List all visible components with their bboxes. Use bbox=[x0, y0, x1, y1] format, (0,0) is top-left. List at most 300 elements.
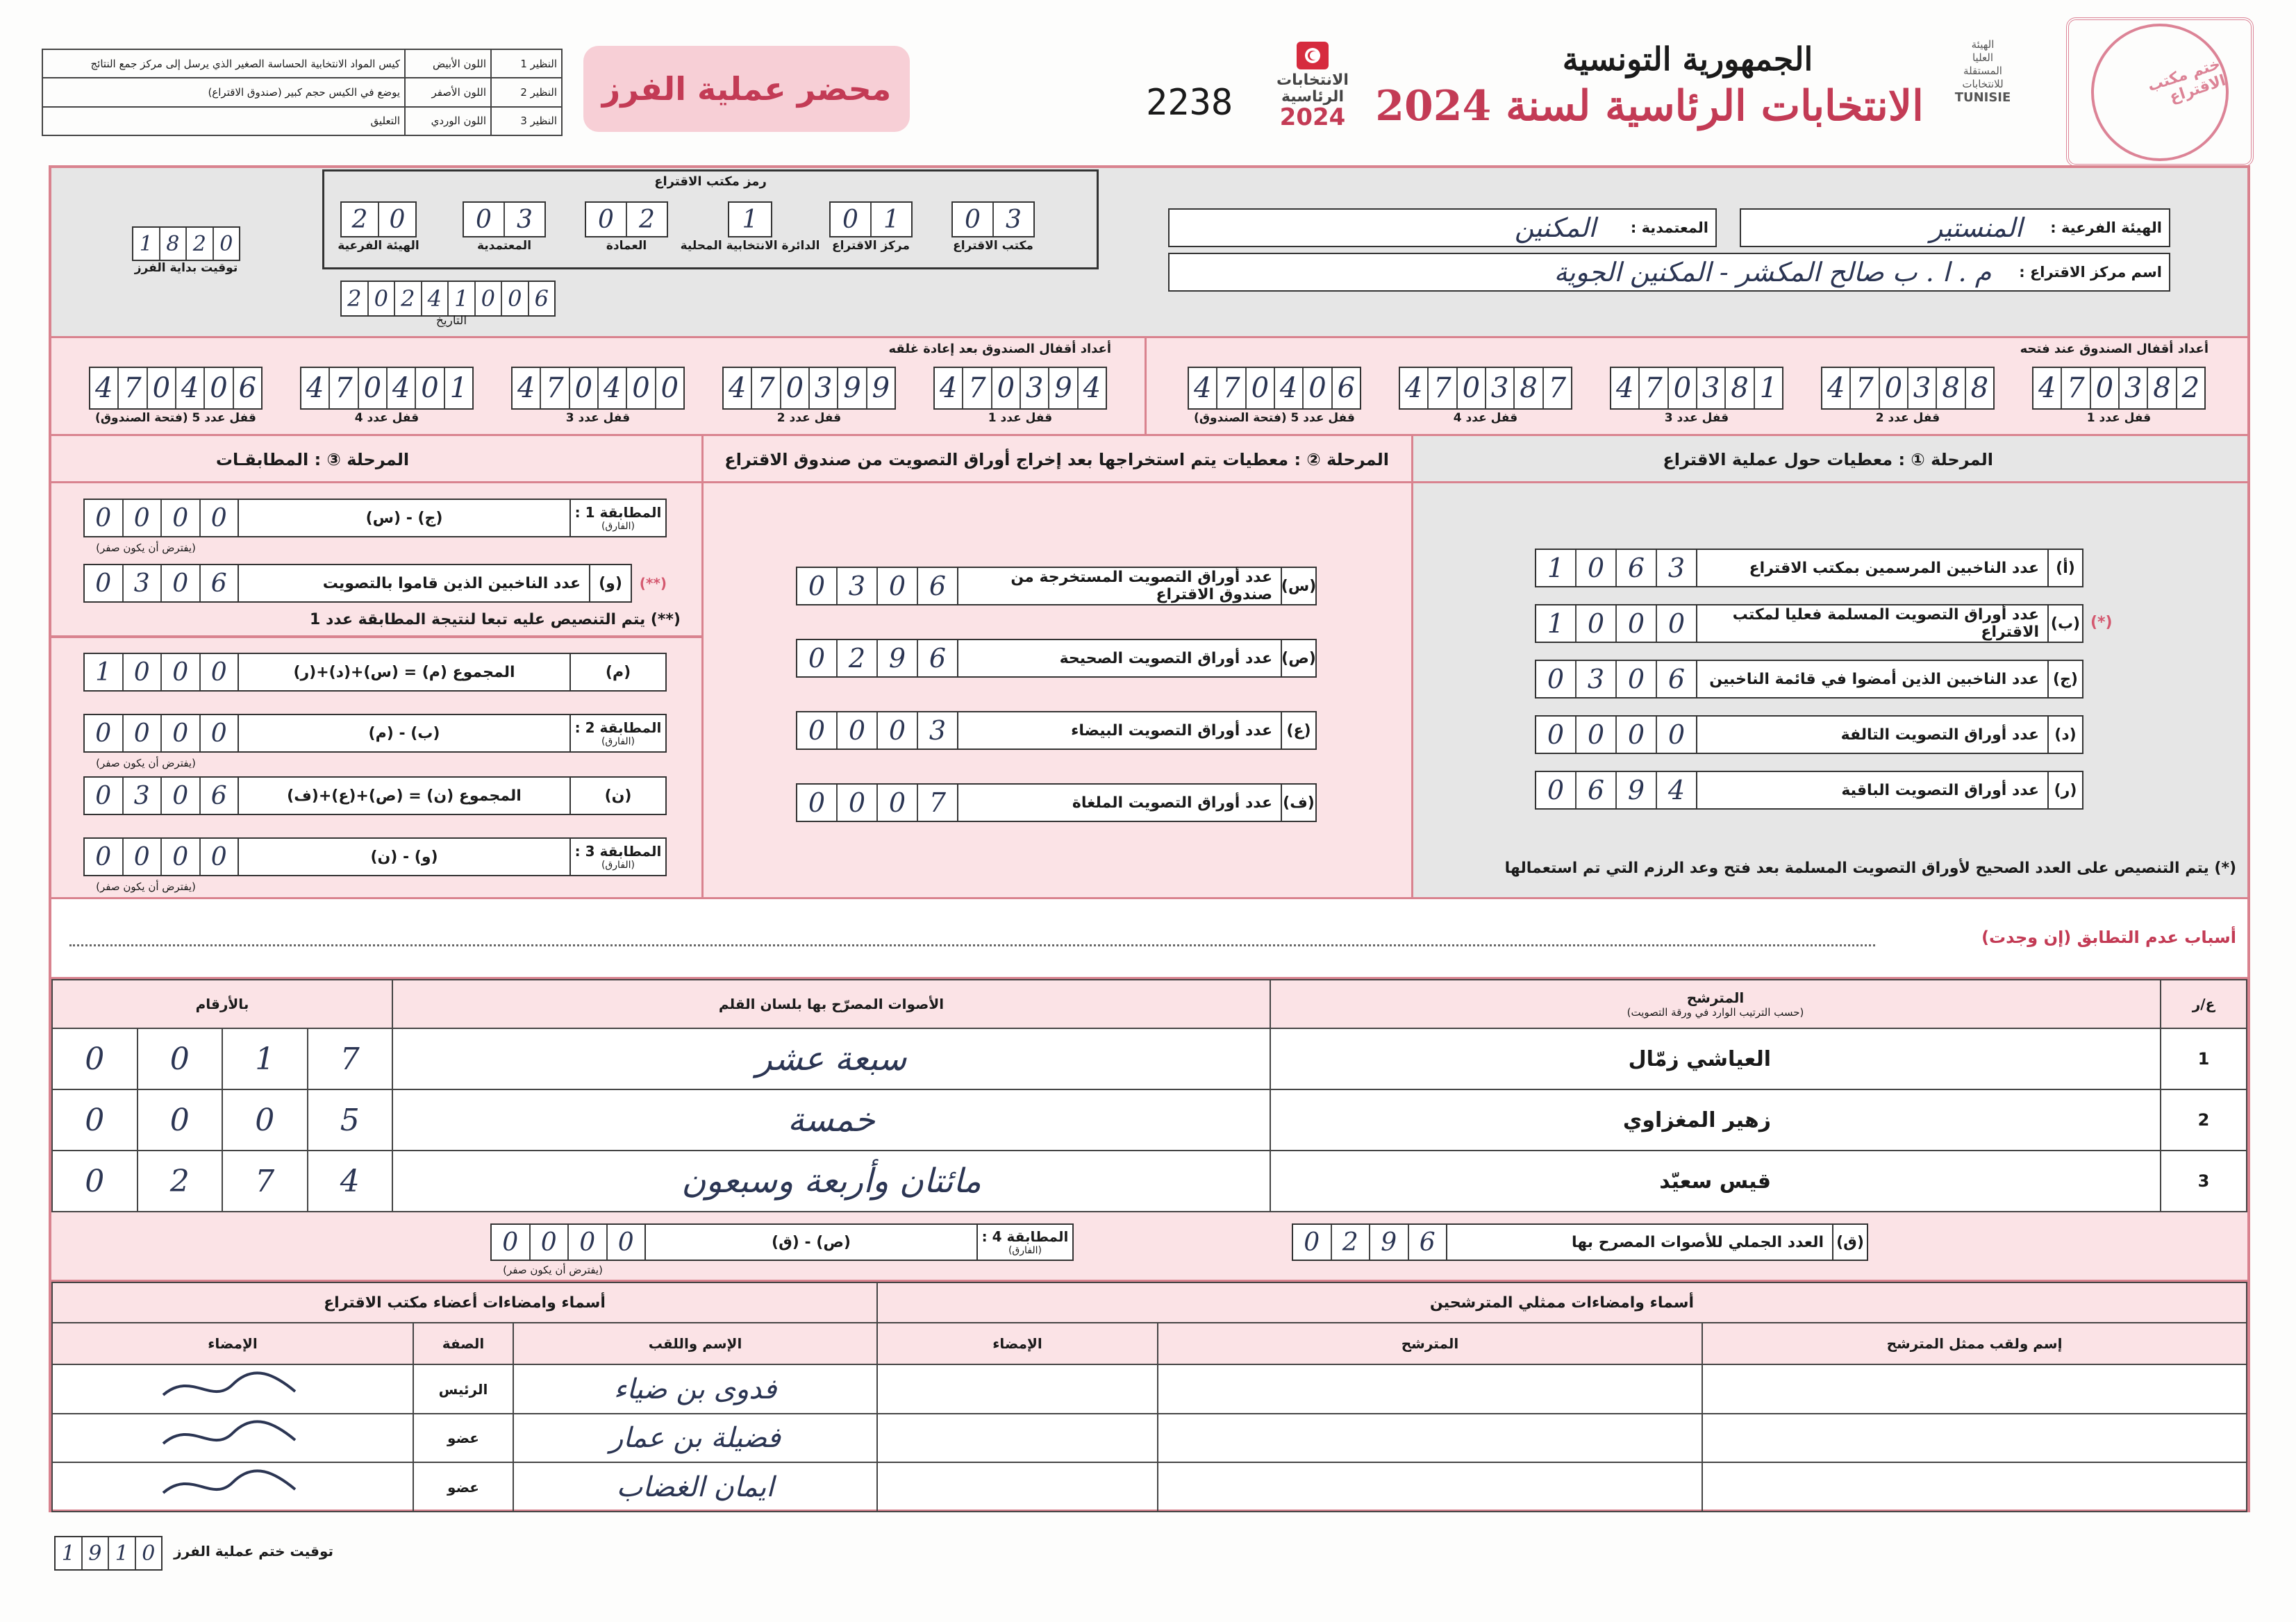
digit-cell: 0 bbox=[529, 1225, 568, 1260]
candidate-name: زهير المغزاوي bbox=[1270, 1089, 2161, 1151]
digit-cell: 8 bbox=[1513, 368, 1542, 408]
row-digits bbox=[797, 640, 958, 676]
digit-cell: 0 bbox=[358, 368, 386, 408]
digit-cell: 7 bbox=[917, 785, 957, 821]
digit-cell: 0 bbox=[122, 715, 161, 751]
row-code: (س) bbox=[1281, 568, 1315, 604]
match1-label: المطابقة 1 : bbox=[574, 504, 662, 521]
match2-zero-note: (يفترض أن يكون صفر) bbox=[96, 757, 196, 769]
digit-cell: 0 bbox=[160, 778, 199, 814]
handwritten-signature bbox=[149, 1465, 316, 1507]
votes-in-digits bbox=[52, 1089, 392, 1151]
row-code: (ص) bbox=[1281, 640, 1315, 676]
lock-number bbox=[722, 367, 896, 407]
digit-cell: 9 bbox=[81, 1537, 108, 1569]
office-code-title: رمز مكتب الاقتراع bbox=[654, 174, 767, 189]
digit-cell: 8 bbox=[1965, 368, 1993, 408]
match3-sub: (الفارق) bbox=[601, 860, 635, 871]
digit-cell: 8 bbox=[2147, 368, 2175, 408]
member-col-name: الإسم واللقب bbox=[513, 1323, 877, 1364]
stage-row bbox=[796, 783, 1317, 822]
sum-m-formula: المجموع (م) = (س)+(د)+(ر) bbox=[293, 663, 515, 681]
match3-label: المطابقة 3 : bbox=[574, 843, 662, 860]
mismatch-label: أسباب عدم التطابق (إن وجدت) bbox=[1981, 928, 2236, 947]
digit-cell: 0 bbox=[474, 282, 501, 315]
rep-col-sign: الإمضاء bbox=[877, 1323, 1158, 1364]
delegation-label: المعتمدية : bbox=[1630, 219, 1708, 236]
isie-line-5: TUNISIE bbox=[1954, 90, 2011, 105]
digit-cell: 0 bbox=[567, 1225, 606, 1260]
polling-office-stamp bbox=[2066, 17, 2254, 167]
total-digits bbox=[1293, 1225, 1447, 1260]
isie-logo bbox=[1941, 38, 2024, 142]
lock-label: قفل عدد 3 bbox=[565, 411, 631, 425]
digit-cell: 1 bbox=[139, 231, 153, 256]
match2-formula: (ب) - (م) bbox=[368, 724, 440, 742]
lock-label: قفل عدد 1 bbox=[988, 411, 1053, 425]
lock-number bbox=[300, 367, 474, 407]
digit-cell: 0 bbox=[95, 781, 112, 810]
digit-cell: 3 bbox=[122, 778, 161, 814]
lock-label: قفل عدد 4 bbox=[354, 411, 419, 425]
col-num-header: ع/ر bbox=[2161, 980, 2247, 1028]
digit-cell: 6 bbox=[1615, 550, 1656, 586]
results-table bbox=[51, 979, 2247, 1212]
legend-code: النظير 2 bbox=[491, 78, 562, 106]
row-digits bbox=[1536, 605, 1697, 642]
member-col-sign: الإمضاء bbox=[52, 1323, 413, 1364]
digit-boxes bbox=[728, 201, 772, 237]
row-description: عدد أوراق التصويت الباقية bbox=[1841, 781, 2039, 799]
member-name: ايمان الغضاب bbox=[513, 1462, 877, 1512]
rep-empty-cell bbox=[877, 1462, 1158, 1512]
digit-cell: 7 bbox=[1542, 368, 1571, 408]
form-number: 2238 bbox=[1146, 82, 1233, 124]
digit-cell: 0 bbox=[122, 500, 161, 536]
digit-cell: 0 bbox=[95, 719, 112, 748]
mismatch-line bbox=[69, 944, 1875, 946]
match4-label: المطابقة 4 : bbox=[981, 1228, 1069, 1245]
digit-cell: 0 bbox=[222, 1090, 307, 1150]
lock-label: قفل عدد 3 bbox=[1664, 411, 1729, 425]
digit-cell: 0 bbox=[1615, 605, 1656, 642]
digit-boxes bbox=[340, 201, 417, 237]
digit-cell: 7 bbox=[751, 368, 779, 408]
digit-cell: 4 bbox=[386, 368, 415, 408]
digit-cell: 4 bbox=[728, 372, 747, 404]
digit-cell: 4 bbox=[1656, 772, 1696, 808]
votes-in-digits bbox=[52, 1151, 392, 1212]
digit-cell: 0 bbox=[199, 500, 238, 536]
match3-digits bbox=[85, 839, 239, 875]
digit-cell: 0 bbox=[1615, 717, 1656, 753]
digit-cell: 0 bbox=[606, 1225, 645, 1260]
digit-cell: 0 bbox=[1547, 664, 1565, 694]
center-field bbox=[1168, 253, 2170, 292]
digit-cell: 7 bbox=[1427, 368, 1456, 408]
row-digits bbox=[1536, 717, 1697, 753]
digit-cell: 0 bbox=[991, 368, 1020, 408]
digit-cell: 0 bbox=[137, 1090, 222, 1150]
digit-cell: 0 bbox=[808, 787, 826, 818]
digit-cell: 2 bbox=[137, 1151, 222, 1211]
digit-cell: 0 bbox=[780, 368, 808, 408]
digit-cell: 5 bbox=[307, 1090, 392, 1150]
digit-boxes bbox=[585, 201, 668, 237]
voters-row bbox=[83, 564, 667, 603]
col-candidate-title: المترشح bbox=[1686, 989, 1745, 1006]
election-title: الانتخابات الرئاسية لسنة 2024 bbox=[1375, 82, 1924, 131]
sum-m-digits bbox=[85, 654, 239, 690]
locks-open-title: أعداد أقفال الصندوق عند فتحه bbox=[2020, 342, 2208, 356]
digit-cell: 0 bbox=[1245, 368, 1274, 408]
row-digits bbox=[797, 785, 958, 821]
lock-label: قفل عدد 2 bbox=[776, 411, 842, 425]
digit-boxes bbox=[463, 201, 546, 237]
digit-cell: 9 bbox=[1615, 772, 1656, 808]
office-code-group bbox=[340, 201, 417, 235]
sum-n-row bbox=[83, 776, 667, 815]
digit-cell: 0 bbox=[160, 715, 199, 751]
stage-row bbox=[1535, 604, 2083, 643]
digit-boxes bbox=[722, 367, 896, 410]
row-code: (ب) bbox=[2047, 605, 2082, 642]
voters-digits bbox=[85, 565, 239, 601]
digit-cell: 0 bbox=[1302, 368, 1331, 408]
digit-cell: 0 bbox=[199, 839, 238, 875]
digit-cell: 0 bbox=[1456, 368, 1485, 408]
match4-digits bbox=[492, 1225, 646, 1260]
legend-row bbox=[42, 78, 562, 106]
digit-cell: 0 bbox=[808, 571, 826, 601]
digit-cell: 7 bbox=[1638, 368, 1667, 408]
digit-cell: 8 bbox=[159, 228, 186, 260]
legend-color: اللون الوردي bbox=[405, 107, 491, 135]
match1-row bbox=[83, 499, 667, 537]
digit-cell: 7 bbox=[222, 1151, 307, 1211]
digit-cell: 0 bbox=[1656, 717, 1696, 753]
digit-cell: 1 bbox=[61, 1541, 75, 1566]
lock-label: قفل عدد 5 (فتحة الصندوق) bbox=[1194, 411, 1355, 425]
rep-col-candidate: المترشح bbox=[1158, 1323, 1702, 1364]
digit-cell: 0 bbox=[122, 654, 161, 690]
votes-in-words: خمسة bbox=[392, 1089, 1270, 1151]
rep-empty-cell bbox=[877, 1414, 1158, 1463]
isie-line-2: العليا bbox=[1972, 51, 1994, 64]
delegation-field bbox=[1168, 208, 1717, 247]
digit-boxes bbox=[933, 367, 1107, 410]
digit-cell: 3 bbox=[1696, 368, 1724, 408]
row-digits bbox=[797, 712, 958, 749]
voters-desc: عدد الناخبين الذين قاموا بالتصويت bbox=[322, 574, 581, 592]
branch-value: المنستير bbox=[1929, 212, 2023, 243]
date-label: التاريخ bbox=[435, 314, 467, 328]
digit-cell: 1 bbox=[95, 658, 112, 687]
row-description: عدد أوراق التصويت المسلمة فعليا لمكتب الاقتراع bbox=[1732, 606, 2039, 641]
row-description: عدد أوراق التصويت البيضاء bbox=[1071, 721, 1272, 739]
branch-label: الهيئة الفرعية : bbox=[2050, 219, 2162, 236]
digit-cell: 4 bbox=[1615, 372, 1634, 404]
match4-row bbox=[490, 1223, 1074, 1261]
flag-icon bbox=[1297, 42, 1329, 69]
digit-cell: 0 bbox=[501, 282, 528, 315]
lock-number bbox=[1610, 367, 1783, 407]
isie-line-4: للانتخابات bbox=[1962, 78, 2004, 90]
handwritten-signature bbox=[149, 1367, 316, 1409]
row-description: عدد أوراق التصويت الملغاة bbox=[1072, 794, 1272, 812]
digit-cell: 7 bbox=[1849, 368, 1878, 408]
votes-in-words: سبعة عشر bbox=[392, 1028, 1270, 1089]
digit-boxes bbox=[54, 1536, 163, 1571]
start-time-label: توقيت بداية الفرز bbox=[134, 261, 238, 275]
candidate-name: العياشي زمّال bbox=[1270, 1028, 2161, 1089]
digit-cell: 4 bbox=[175, 368, 203, 408]
digit-cell: 0 bbox=[199, 654, 238, 690]
member-role: عضو bbox=[413, 1414, 513, 1463]
rep-col-name: إسم ولقب ممثل المترشح bbox=[1702, 1323, 2247, 1364]
digit-cell: 0 bbox=[1304, 1228, 1320, 1257]
digit-cell: 6 bbox=[199, 565, 238, 601]
match2-sub: (الفارق) bbox=[601, 736, 635, 747]
member-role: الرئيس bbox=[413, 1364, 513, 1414]
digit-cell: 2 bbox=[836, 640, 876, 676]
election-logo bbox=[1271, 42, 1354, 146]
members-title: أسماء وامضاءات أعضاء مكتب الاقتراع bbox=[52, 1282, 877, 1323]
stage-row bbox=[796, 639, 1317, 678]
digit-cell: 3 bbox=[122, 565, 161, 601]
match4-zero-note: (يفترض أن يكون صفر) bbox=[503, 1264, 603, 1276]
signatures-section bbox=[51, 1282, 2247, 1512]
row-description: عدد أوراق التصويت التالفة bbox=[1840, 726, 2039, 744]
digit-cell: 0 bbox=[808, 643, 826, 674]
stamp-text: ختم مكتب الاقتراع bbox=[2145, 55, 2229, 106]
match1-formula: (ج) - (س) bbox=[365, 509, 443, 527]
digit-cell: 2 bbox=[347, 285, 362, 312]
digit-cell: 0 bbox=[1575, 605, 1615, 642]
digit-cell: 9 bbox=[837, 368, 865, 408]
digit-cell: 7 bbox=[1216, 368, 1245, 408]
digit-cell: 6 bbox=[233, 368, 261, 408]
digit-cell: 7 bbox=[540, 368, 568, 408]
digit-cell: 0 bbox=[876, 712, 917, 749]
legend-row bbox=[42, 49, 562, 78]
digit-cell: 2 bbox=[394, 282, 421, 315]
match2-label: المطابقة 2 : bbox=[574, 719, 662, 736]
star-mark: (*) bbox=[2090, 614, 2113, 631]
sum-n-digits bbox=[85, 778, 239, 814]
match1-sub: (الفارق) bbox=[601, 521, 635, 532]
digit-cell: 0 bbox=[502, 1228, 519, 1257]
office-code-group bbox=[728, 201, 772, 235]
candidate-number: 3 bbox=[2161, 1151, 2247, 1212]
office-code-group bbox=[951, 201, 1035, 235]
digit-cell: 0 bbox=[85, 1102, 105, 1138]
row-digits bbox=[1536, 550, 1697, 586]
digit-cell: 7 bbox=[2061, 368, 2089, 408]
stage3-split bbox=[51, 635, 701, 638]
candidate-row bbox=[52, 1089, 2247, 1151]
digit-boxes bbox=[1188, 367, 1361, 410]
rep-empty-cell bbox=[1702, 1414, 2247, 1463]
branch-field bbox=[1740, 208, 2170, 247]
digit-cell: 9 bbox=[1369, 1225, 1408, 1260]
row-digits bbox=[797, 568, 958, 604]
col-candidate-sub: (حسب الترتيب الوارد في ورقة التصويت) bbox=[1627, 1006, 1804, 1019]
digit-cell: 0 bbox=[1656, 605, 1696, 642]
legend-desc: التعليق bbox=[42, 107, 405, 135]
digit-cell: 0 bbox=[1575, 717, 1615, 753]
total-label: العدد الجملي للأصوات المصرح بها bbox=[1572, 1233, 1824, 1251]
lock-number bbox=[933, 367, 1107, 407]
member-role: عضو bbox=[413, 1462, 513, 1512]
digit-cell: 3 bbox=[2118, 368, 2147, 408]
digit-cell: 4 bbox=[306, 372, 324, 404]
digit-cell: 1 bbox=[1547, 553, 1565, 583]
digit-cell: 1 bbox=[870, 203, 911, 236]
digit-cell: 3 bbox=[1485, 368, 1513, 408]
handwritten-signature bbox=[149, 1416, 316, 1457]
member-name: فدوى بن ضياء bbox=[513, 1364, 877, 1414]
digit-cell: 1 bbox=[742, 205, 758, 234]
legend-desc: كيس المواد الانتخابية الحساسة الصغير الذي يرسل إلى مركز جمع النتائج bbox=[42, 49, 405, 78]
match3-formula: (و) - (ن) bbox=[370, 848, 438, 866]
digit-cell: 4 bbox=[1193, 372, 1212, 404]
form-title: محضر عملية الفرز bbox=[601, 70, 892, 108]
isie-line-3: المستقلة bbox=[1963, 65, 2002, 77]
digit-cell: 0 bbox=[199, 715, 238, 751]
digit-cell: 4 bbox=[307, 1151, 392, 1211]
logo-line-1: الانتخابات bbox=[1276, 72, 1349, 89]
lock-number bbox=[511, 367, 685, 407]
digit-cell: 3 bbox=[992, 203, 1033, 236]
digit-cell: 6 bbox=[1656, 661, 1696, 697]
digit-cell: 8 bbox=[1936, 368, 1964, 408]
digit-cell: 3 bbox=[836, 568, 876, 604]
signature-row bbox=[52, 1414, 2247, 1463]
digit-boxes bbox=[53, 1151, 392, 1211]
digit-cell: 6 bbox=[199, 778, 238, 814]
start-time-boxes bbox=[132, 226, 240, 258]
total-votes-row bbox=[1292, 1223, 1868, 1261]
digit-cell: 0 bbox=[147, 368, 175, 408]
digit-cell: 0 bbox=[95, 569, 112, 598]
office-code-group bbox=[463, 201, 546, 235]
stage-row bbox=[1535, 771, 2083, 810]
digit-cell: 0 bbox=[626, 368, 654, 408]
legend-color: اللون الأبيض bbox=[405, 49, 491, 78]
rep-empty-cell bbox=[877, 1364, 1158, 1414]
isie-line-1: الهيئة bbox=[1971, 38, 1995, 51]
office-code-label: الدائرة الانتخابية المحلية bbox=[680, 239, 820, 253]
stage-row bbox=[796, 567, 1317, 605]
digit-cell: 4 bbox=[517, 372, 535, 404]
rep-empty-cell bbox=[1158, 1414, 1702, 1463]
legend-table bbox=[42, 49, 563, 136]
digit-boxes bbox=[340, 281, 556, 317]
digit-cell: 0 bbox=[569, 368, 597, 408]
form-title-banner bbox=[583, 46, 910, 132]
digit-cell: 4 bbox=[94, 372, 113, 404]
digit-cell: 4 bbox=[2038, 372, 2056, 404]
digit-cell: 8 bbox=[1724, 368, 1753, 408]
digit-cell: 0 bbox=[598, 205, 614, 234]
member-signature bbox=[52, 1462, 413, 1512]
legend-code: النظير 1 bbox=[491, 49, 562, 78]
digit-cell: 6 bbox=[917, 640, 957, 676]
row-code: (ف) bbox=[1281, 785, 1315, 821]
row-description: عدد أوراق التصويت الصحيحة bbox=[1059, 649, 1272, 667]
digit-cell: 0 bbox=[1547, 775, 1565, 805]
digit-cell: 0 bbox=[203, 368, 232, 408]
digit-cell: 4 bbox=[939, 372, 958, 404]
digit-cell: 0 bbox=[160, 839, 199, 875]
digit-cell: 0 bbox=[1879, 368, 1907, 408]
lock-label: قفل عدد 4 bbox=[1453, 411, 1518, 425]
digit-cell: 2 bbox=[2176, 368, 2204, 408]
digit-cell: 4 bbox=[597, 368, 626, 408]
digit-cell: 1 bbox=[1547, 608, 1565, 639]
republic-title: الجمهورية التونسية bbox=[1562, 40, 1813, 78]
member-signature bbox=[52, 1364, 413, 1414]
digit-boxes bbox=[132, 226, 240, 261]
row-description: عدد الناخبين المرسمين بمكتب الاقتراع bbox=[1749, 559, 2039, 577]
legend-desc: يوضع في الكيس حجم كبير (صندوق الاقتراع) bbox=[42, 78, 405, 106]
stage-row bbox=[796, 711, 1317, 750]
match4-sub: (الفارق) bbox=[1008, 1245, 1042, 1256]
col-candidate-header bbox=[1270, 980, 2161, 1028]
office-code-label: الهيئة الفرعية bbox=[338, 239, 419, 253]
digit-boxes bbox=[300, 367, 474, 410]
match3-row bbox=[83, 837, 667, 876]
digit-cell: 0 bbox=[137, 1029, 222, 1089]
logo-line-2: الرئاسية bbox=[1281, 88, 1344, 106]
member-col-role: الصفة bbox=[413, 1323, 513, 1364]
office-code-group bbox=[829, 201, 913, 235]
digit-cell: 0 bbox=[95, 503, 112, 533]
locks-close-title: أعداد أقفال الصندوق بعد إعادة غلقه bbox=[888, 342, 1111, 356]
candidate-name: قيس سعيّد bbox=[1270, 1151, 2161, 1212]
locks-divider bbox=[1145, 336, 1147, 436]
digit-cell: 6 bbox=[1575, 772, 1615, 808]
digit-boxes bbox=[951, 201, 1035, 237]
rep-empty-cell bbox=[1702, 1462, 2247, 1512]
match1-zero-note: (يفترض أن يكون صفر) bbox=[96, 542, 196, 554]
row-code: (ع) bbox=[1281, 712, 1315, 749]
lock-label: قفل عدد 2 bbox=[1875, 411, 1940, 425]
digit-cell: 3 bbox=[1020, 368, 1048, 408]
digit-cell: 2 bbox=[185, 228, 213, 260]
lock-number bbox=[89, 367, 263, 407]
reps-title: أسماء وامضاءات ممثلي المترشحين bbox=[877, 1282, 2247, 1323]
digit-cell: 0 bbox=[122, 839, 161, 875]
stage2-title: المرحلة ② : معطيات يتم استخراجها بعد إخراج أوراق التصويت من صندوق الاقتراع bbox=[724, 450, 1389, 469]
digit-cell: 0 bbox=[876, 568, 917, 604]
digit-cell: 0 bbox=[1575, 550, 1615, 586]
delegation-value: المكنين bbox=[1514, 212, 1596, 243]
digit-cell: 3 bbox=[1907, 368, 1936, 408]
row-code: (ر) bbox=[2047, 772, 2082, 808]
digit-cell: 9 bbox=[876, 640, 917, 676]
digit-cell: 6 bbox=[917, 568, 957, 604]
digit-boxes bbox=[2032, 367, 2206, 410]
sum-m-row bbox=[83, 653, 667, 692]
sum-n-code: (ن) bbox=[569, 778, 665, 814]
office-code-group bbox=[585, 201, 668, 235]
note-double-star: (**) يتم التنصيص عليه تبعا لنتيجة المطابقة عدد 1 bbox=[310, 611, 681, 628]
center-value: م . ا . ب صالح المكشر - المكنين الجوية bbox=[1554, 257, 1992, 287]
end-time-boxes bbox=[54, 1536, 163, 1568]
candidate-row bbox=[52, 1028, 2247, 1089]
